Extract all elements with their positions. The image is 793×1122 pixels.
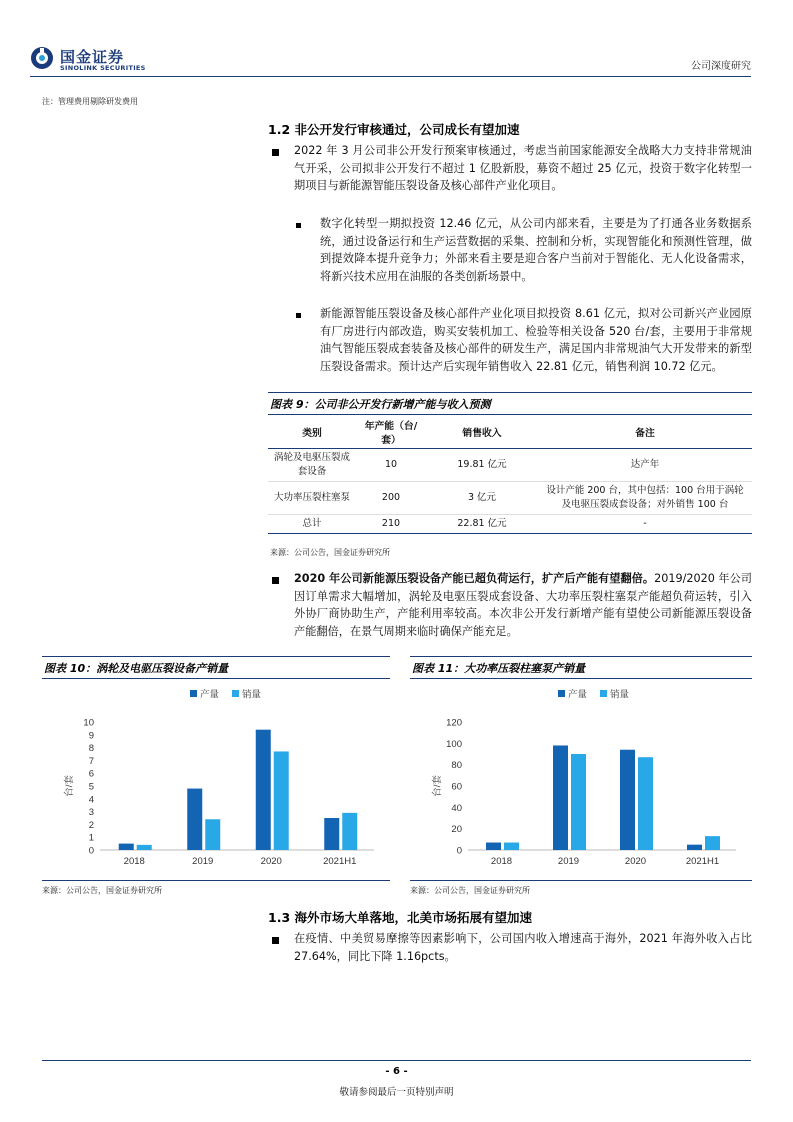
brand-name-cn: 国金证券 bbox=[60, 48, 125, 66]
legend-label: 产量 bbox=[200, 689, 220, 701]
figure-top-rule bbox=[42, 656, 390, 657]
table-header-remark: 备注 bbox=[538, 416, 752, 449]
y-tick-label: 8 bbox=[88, 743, 94, 755]
legend-label: 产量 bbox=[568, 689, 588, 701]
table-header-row bbox=[268, 416, 752, 449]
table-row bbox=[268, 449, 752, 482]
y-tick-label: 120 bbox=[446, 717, 462, 729]
bullet-icon bbox=[296, 223, 301, 228]
y-tick-label: 0 bbox=[88, 845, 94, 857]
y-tick-label: 20 bbox=[451, 824, 462, 836]
table-cell: 3 亿元 bbox=[426, 482, 538, 515]
chart11-source: 来源：公司公告，国金证券研究所 bbox=[410, 886, 530, 895]
footer-divider bbox=[42, 1060, 751, 1061]
bar-sales-2021H1 bbox=[342, 813, 357, 850]
bar-sales-2019 bbox=[571, 754, 586, 850]
paragraph-digital-transformation: 数字化转型一期拟投资 12.46 亿元，从公司内部来看，主要是为了打通各业务数据系统，通过设备运行和生产运营数据的采集、控制和分析，实现智能化和预测性管理，做到提效降本提升竞争力；外部来看主要是迎合客户当前对于智能化、无人化设备需求，将新兴技术应用在油服的各类创新场景中。 bbox=[320, 217, 752, 283]
table-cell: 210 bbox=[356, 515, 426, 534]
y-tick-label: 100 bbox=[446, 738, 462, 750]
chart-turbine-equipment bbox=[42, 680, 390, 880]
figure-top-rule bbox=[410, 656, 752, 657]
bar-production-2020 bbox=[256, 730, 271, 850]
section-title-1-2: 1.2 非公开发行审核通过，公司成长有望加速 bbox=[268, 122, 520, 137]
legend-swatch bbox=[600, 690, 607, 697]
y-tick-label: 7 bbox=[88, 755, 94, 767]
legend-swatch bbox=[558, 690, 565, 697]
chart-plunger-pump bbox=[410, 680, 752, 880]
y-tick-label: 0 bbox=[456, 845, 462, 857]
bar-sales-2019 bbox=[205, 819, 220, 850]
figure-title-rule bbox=[42, 678, 390, 679]
legend-label: 销量 bbox=[242, 689, 262, 701]
table-cell: 涡轮及电驱压裂成套设备 bbox=[268, 449, 356, 482]
y-tick-label: 10 bbox=[83, 717, 94, 729]
note-text: 注：管理费用剔除研发费用 bbox=[42, 97, 138, 106]
y-tick-label: 40 bbox=[451, 802, 462, 814]
y-tick-label: 60 bbox=[451, 781, 462, 793]
x-tick-label: 2019 bbox=[192, 856, 214, 867]
y-axis-label: 台/套 bbox=[64, 775, 75, 797]
table-row bbox=[268, 482, 752, 515]
header-divider bbox=[30, 76, 751, 77]
bar-production-2018 bbox=[119, 844, 134, 850]
figure-top-rule bbox=[268, 392, 752, 393]
table-header-capacity: 年产能（台/套） bbox=[356, 416, 426, 449]
table-cell: 大功率压裂柱塞泵 bbox=[268, 482, 356, 515]
page-number: - 6 - bbox=[385, 1066, 408, 1077]
legend-swatch bbox=[232, 690, 239, 697]
bar-sales-2021H1 bbox=[705, 836, 720, 850]
bar-production-2021H1 bbox=[687, 845, 702, 850]
brand-name-en: SINOLINK SECURITIES bbox=[60, 64, 146, 72]
y-tick-label: 6 bbox=[88, 768, 94, 780]
table-header-revenue: 销售收入 bbox=[426, 416, 538, 449]
bar-production-2020 bbox=[620, 750, 635, 850]
x-tick-label: 2019 bbox=[557, 856, 580, 867]
section-title-1-3: 1.3 海外市场大单落地，北美市场拓展有望加速 bbox=[268, 910, 532, 925]
report-type: 公司深度研究 bbox=[691, 61, 751, 72]
table9-source: 来源：公司公告，国金证券研究所 bbox=[270, 548, 390, 557]
y-tick-label: 3 bbox=[88, 807, 94, 819]
x-tick-label: 2021H1 bbox=[323, 856, 357, 867]
bullet-icon bbox=[272, 937, 279, 944]
paragraph-capacity-expansion bbox=[294, 570, 752, 640]
y-tick-label: 1 bbox=[88, 832, 94, 844]
figure-title-rule bbox=[268, 414, 752, 415]
y-tick-label: 9 bbox=[88, 730, 94, 742]
bullet-icon bbox=[272, 149, 279, 156]
disclaimer: 敬请参阅最后一页特别声明 bbox=[339, 1087, 454, 1098]
paragraph-lead-bold: 2020 年公司新能源压裂设备产能已超负荷运行，扩产后产能有望翻倍。 bbox=[294, 572, 655, 585]
table-cell: 设计产能 200 台，其中包括：100 台用于涡轮及电驱压裂成套设备；对外销售 100 台 bbox=[538, 482, 752, 515]
table-header-category: 类别 bbox=[268, 416, 356, 449]
figure-bottom-rule bbox=[410, 880, 752, 881]
legend-item-sales bbox=[232, 689, 262, 701]
x-tick-label: 2018 bbox=[490, 856, 513, 867]
legend-label: 销量 bbox=[610, 689, 630, 701]
chart11-title: 图表 11：大功率压裂柱塞泵产销量 bbox=[412, 662, 586, 675]
chart10-title: 图表 10：涡轮及电驱压裂设备产销量 bbox=[44, 662, 229, 675]
table-cell: 19.81 亿元 bbox=[426, 449, 538, 482]
paragraph-overseas: 在疫情、中美贸易摩擦等因素影响下，公司国内收入增速高于海外，2021 年海外收入占比 27.64%，同比下降 1.16pcts。 bbox=[294, 932, 752, 963]
legend-swatch bbox=[190, 690, 197, 697]
figure-bottom-rule bbox=[42, 880, 390, 881]
capacity-revenue-table bbox=[268, 416, 752, 534]
table-cell: 200 bbox=[356, 482, 426, 515]
paragraph-fracturing-project: 新能源智能压裂设备及核心部件产业化项目拟投资 8.61 亿元，拟对公司新兴产业园原有厂房进行内部改造，购买安装机加工、检验等相关设备 520 台/套，主要用于非常规油气智能压裂成套装备及核心部件的研发生产，满足国内非常规油气大开发带来的新型压裂设备需求。预计达产后实现年销售收入 22.81 亿元，销售利润 10.72 亿元。 bbox=[320, 307, 752, 373]
table-cell: 10 bbox=[356, 449, 426, 482]
table-cell: 22.81 亿元 bbox=[426, 515, 538, 534]
bar-sales-2018 bbox=[137, 845, 152, 850]
table-cell: - bbox=[538, 515, 752, 534]
y-tick-label: 80 bbox=[451, 760, 462, 772]
bar-production-2019 bbox=[187, 789, 202, 850]
figure-title-rule bbox=[410, 678, 752, 679]
bar-sales-2020 bbox=[274, 751, 289, 850]
bar-sales-2020 bbox=[638, 757, 653, 850]
legend-item-sales bbox=[600, 689, 630, 701]
chart10-source: 来源：公司公告，国金证券研究所 bbox=[42, 886, 162, 895]
x-tick-label: 2020 bbox=[624, 856, 647, 867]
table-row bbox=[268, 515, 752, 534]
x-tick-label: 2021H1 bbox=[685, 856, 720, 867]
table9-title: 图表 9：公司非公开发行新增产能与收入预测 bbox=[270, 398, 491, 411]
paragraph-body: 2019/2020 年公司因订单需求大幅增加，涡轮及电驱压裂成套设备、大功率压裂柱塞泵产能超负荷运转，引入外协厂商协助生产，产能利用率较高。本次非公开发行新增产能有望使公司新能源压裂设备产能翻倍，在景气周期来临时确保产能充足。 bbox=[294, 572, 752, 638]
table-cell: 达产年 bbox=[538, 449, 752, 482]
y-tick-label: 5 bbox=[88, 781, 94, 793]
bullet-icon bbox=[272, 577, 279, 584]
x-tick-label: 2018 bbox=[123, 856, 145, 867]
company-logo bbox=[30, 46, 54, 70]
paragraph-private-placement: 2022 年 3 月公司非公开发行预案审核通过，考虑当前国家能源安全战略大力支持非常规油气开采，公司拟非公开发行不超过 1 亿股新股，募资不超过 25 亿元，投资于数字化转型一期项目与新能源智能压裂设备及核心部件产业化项目。 bbox=[294, 144, 752, 192]
bar-production-2021H1 bbox=[324, 818, 339, 850]
legend-item-production bbox=[558, 689, 588, 701]
x-tick-label: 2020 bbox=[260, 856, 282, 867]
bar-sales-2018 bbox=[504, 843, 519, 850]
bullet-icon bbox=[296, 313, 301, 318]
y-axis-label: 台/套 bbox=[432, 775, 443, 797]
bar-production-2019 bbox=[553, 745, 568, 850]
y-tick-label: 4 bbox=[88, 794, 94, 806]
table-cell: 总计 bbox=[268, 515, 356, 534]
legend-item-production bbox=[190, 689, 220, 701]
bar-production-2018 bbox=[486, 843, 501, 850]
y-tick-label: 2 bbox=[88, 819, 94, 831]
